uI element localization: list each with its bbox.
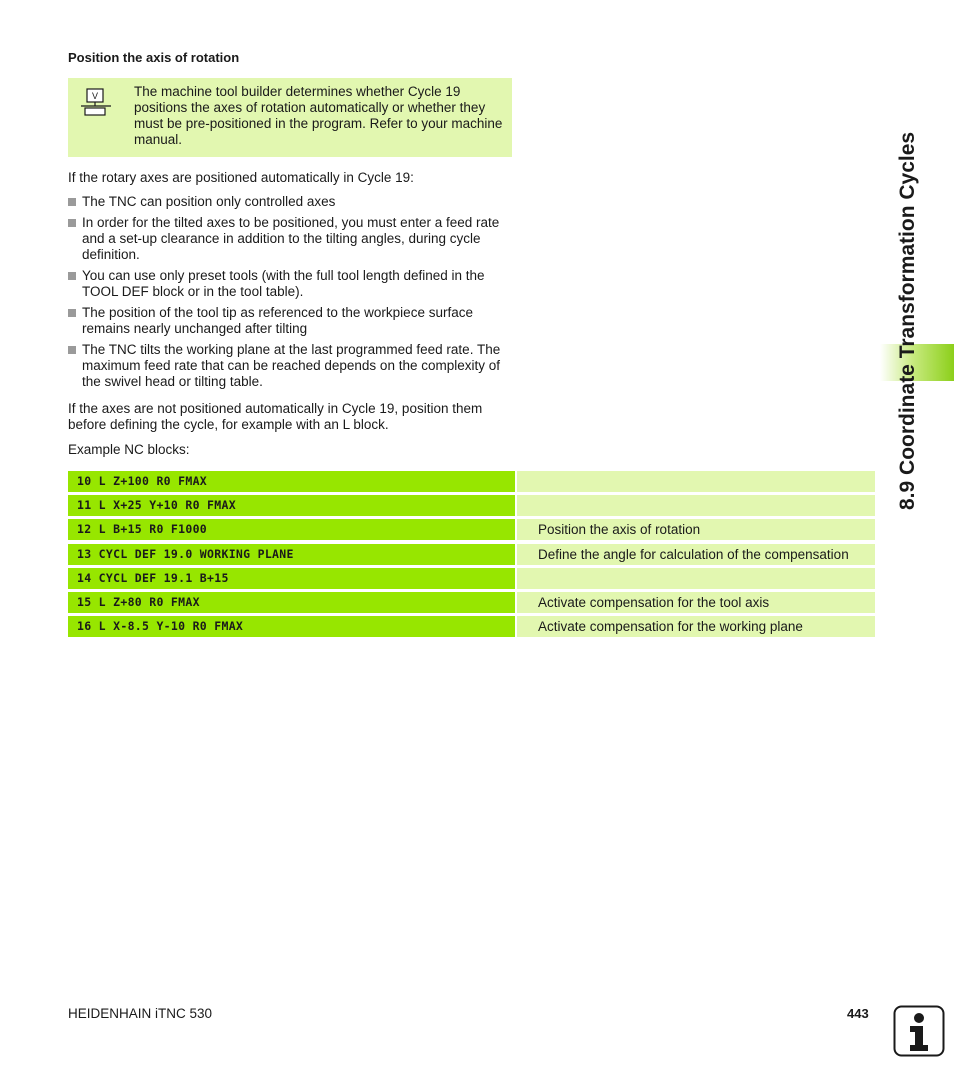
bullet-item: In order for the tilted axes to be positioned, you must enter a feed rate and a set-up clearance in addition to the tilting angles, during cycle definition. [68,215,514,263]
nc-comment-cell: Define the angle for calculation of the compensation [515,544,875,565]
bullet-item: The TNC can position only controlled axes [68,194,514,210]
table-row [68,519,875,540]
nc-code-cell: 10 L Z+100 R0 FMAX [68,471,515,492]
chapter-side-title [893,131,929,546]
svg-text:V: V [91,91,99,101]
table-row [68,568,875,589]
manual-positioning-paragraph: If the axes are not positioned automatically in Cycle 19, position them before defining the cycle, for example with an L block. [68,401,483,432]
nc-blocks-table [68,471,875,640]
nc-comment-cell: Activate compensation for the working plane [515,616,875,637]
table-row [68,616,875,637]
nc-code-cell: 15 L Z+80 R0 FMAX [68,592,515,613]
bullet-item: The TNC tilts the working plane at the last programmed feed rate. The maximum feed rate that can be reached depends on the complexity of the swivel head or tilting table. [68,342,514,390]
nc-comment-cell [515,568,875,589]
table-row [68,544,875,565]
bullet-square-icon [68,272,76,280]
nc-code-cell: 14 CYCL DEF 19.1 B+15 [68,568,515,589]
table-row [68,592,875,613]
bullet-item: The position of the tool tip as referenced to the workpiece surface remains nearly unchanged after tilting [68,305,514,337]
bullet-square-icon [68,309,76,317]
nc-comment-cell: Position the axis of rotation [515,519,875,540]
nc-comment-cell: Activate compensation for the tool axis [515,592,875,613]
bullet-square-icon [68,198,76,206]
machine-builder-note [68,78,512,157]
intro-paragraph: If the rotary axes are positioned automatically in Cycle 19: [68,170,414,185]
section-heading: Position the axis of rotation [68,50,240,65]
bullet-square-icon [68,346,76,354]
example-label: Example NC blocks: [68,442,190,457]
chapter-title-text: 8.9 Coordinate Transformation Cycles [896,131,919,510]
nc-code-cell: 16 L X-8.5 Y-10 R0 FMAX [68,616,515,637]
bullet-square-icon [68,219,76,227]
bullet-item: You can use only preset tools (with the full tool length defined in the TOOL DEF block or in the tool table). [68,268,514,300]
note-text: The machine tool builder determines whether Cycle 19 positions the axes of rotation automatically or whether they must be pre-positioned in the program. Refer to your machine manual. [134,84,503,147]
nc-code-cell: 12 L B+15 R0 F1000 [68,519,515,540]
table-row [68,495,875,516]
footer-product: HEIDENHAIN iTNC 530 [68,1006,213,1021]
bullet-list [68,194,514,395]
info-icon [893,1005,945,1057]
nc-code-cell: 13 CYCL DEF 19.0 WORKING PLANE [68,544,515,565]
machine-tool-note-icon [80,88,112,116]
page-number: 443 [847,1006,869,1021]
table-row [68,471,875,492]
nc-comment-cell [515,471,875,492]
nc-comment-cell [515,495,875,516]
nc-code-cell: 11 L X+25 Y+10 R0 FMAX [68,495,515,516]
